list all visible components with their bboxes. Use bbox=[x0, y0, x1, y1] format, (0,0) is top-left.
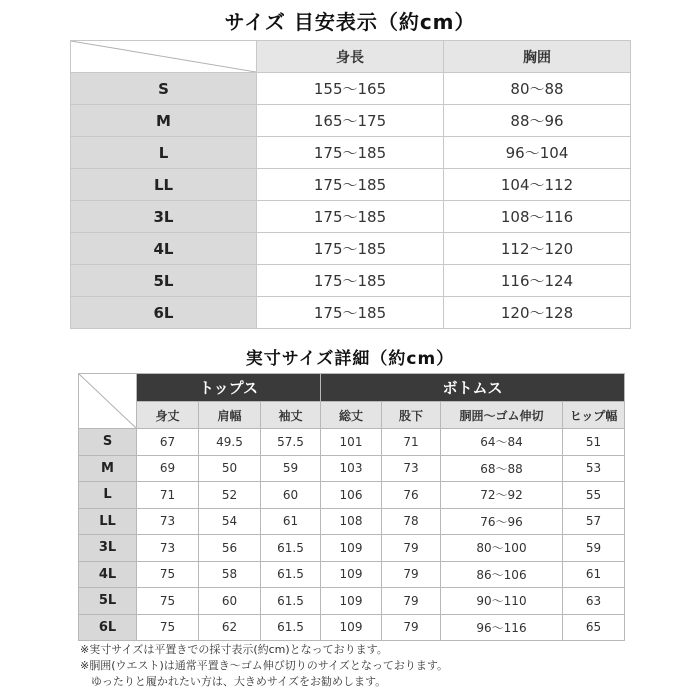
size-label: 3L bbox=[71, 201, 257, 233]
body-length-cell: 75 bbox=[137, 614, 199, 641]
size-guide-table bbox=[70, 40, 631, 329]
chest-cell: 96〜104 bbox=[444, 137, 631, 169]
notes bbox=[80, 642, 448, 690]
group-header-tops: トップス bbox=[137, 374, 321, 402]
waist-cell: 68〜88 bbox=[441, 455, 563, 482]
size-label: S bbox=[79, 429, 137, 456]
total-length-cell: 108 bbox=[321, 508, 382, 535]
shoulder-width-cell: 52 bbox=[199, 482, 261, 509]
total-length-cell: 109 bbox=[321, 614, 382, 641]
column-header-chest: 胸囲 bbox=[444, 41, 631, 73]
table-row bbox=[71, 137, 631, 169]
table-row bbox=[71, 105, 631, 137]
size-label: 6L bbox=[79, 614, 137, 641]
inseam-cell: 79 bbox=[382, 561, 441, 588]
sleeve-length-cell: 61.5 bbox=[261, 588, 321, 615]
size-label: LL bbox=[79, 508, 137, 535]
chest-cell: 112〜120 bbox=[444, 233, 631, 265]
table-row bbox=[71, 297, 631, 329]
inseam-cell: 76 bbox=[382, 482, 441, 509]
table-row bbox=[79, 508, 625, 535]
sleeve-length-cell: 61 bbox=[261, 508, 321, 535]
inseam-cell: 71 bbox=[382, 429, 441, 456]
column-header-sleeve-length: 袖丈 bbox=[261, 402, 321, 429]
hip-width-cell: 65 bbox=[563, 614, 625, 641]
column-header-shoulder-width: 肩幅 bbox=[199, 402, 261, 429]
body-length-cell: 71 bbox=[137, 482, 199, 509]
body-length-cell: 75 bbox=[137, 588, 199, 615]
size-label: L bbox=[71, 137, 257, 169]
sleeve-length-cell: 61.5 bbox=[261, 535, 321, 562]
total-length-cell: 103 bbox=[321, 455, 382, 482]
size-label: M bbox=[79, 455, 137, 482]
note-line: ※胴囲(ウエスト)は通常平置き〜ゴム伸び切りのサイズとなっております。 bbox=[80, 659, 449, 672]
table-row bbox=[71, 233, 631, 265]
column-header-height: 身長 bbox=[257, 41, 444, 73]
total-length-cell: 101 bbox=[321, 429, 382, 456]
height-cell: 175〜185 bbox=[257, 201, 444, 233]
table-corner-cell bbox=[79, 374, 137, 429]
shoulder-width-cell: 58 bbox=[199, 561, 261, 588]
chest-cell: 116〜124 bbox=[444, 265, 631, 297]
body-length-cell: 75 bbox=[137, 561, 199, 588]
column-header-body-length: 身丈 bbox=[137, 402, 199, 429]
size-label: L bbox=[79, 482, 137, 509]
size-label: S bbox=[71, 73, 257, 105]
body-length-cell: 73 bbox=[137, 508, 199, 535]
inseam-cell: 79 bbox=[382, 614, 441, 641]
table-row bbox=[79, 482, 625, 509]
sub-header-row bbox=[79, 402, 625, 429]
body-length-cell: 69 bbox=[137, 455, 199, 482]
table-row bbox=[79, 535, 625, 562]
total-length-cell: 109 bbox=[321, 561, 382, 588]
sleeve-length-cell: 60 bbox=[261, 482, 321, 509]
actual-size-table bbox=[78, 373, 625, 641]
size-guide-header-row bbox=[71, 41, 631, 73]
inseam-cell: 79 bbox=[382, 588, 441, 615]
size-label: M bbox=[71, 105, 257, 137]
size-label: 6L bbox=[71, 297, 257, 329]
column-header-inseam: 股下 bbox=[382, 402, 441, 429]
size-label: LL bbox=[71, 169, 257, 201]
size-label: 5L bbox=[71, 265, 257, 297]
height-cell: 175〜185 bbox=[257, 137, 444, 169]
table-row bbox=[79, 429, 625, 456]
hip-width-cell: 63 bbox=[563, 588, 625, 615]
inseam-cell: 78 bbox=[382, 508, 441, 535]
waist-cell: 64〜84 bbox=[441, 429, 563, 456]
note-line: ※実寸サイズは平置きでの採寸表示(約cm)となっております。 bbox=[80, 643, 388, 656]
column-header-total-length: 総丈 bbox=[321, 402, 382, 429]
table-row bbox=[79, 588, 625, 615]
height-cell: 155〜165 bbox=[257, 73, 444, 105]
total-length-cell: 109 bbox=[321, 588, 382, 615]
inseam-cell: 79 bbox=[382, 535, 441, 562]
hip-width-cell: 57 bbox=[563, 508, 625, 535]
shoulder-width-cell: 56 bbox=[199, 535, 261, 562]
waist-cell: 76〜96 bbox=[441, 508, 563, 535]
height-cell: 175〜185 bbox=[257, 265, 444, 297]
hip-width-cell: 61 bbox=[563, 561, 625, 588]
actual-size-title: 実寸サイズ詳細（約cm） bbox=[245, 349, 455, 369]
diagonal-line-icon bbox=[71, 41, 256, 72]
table-corner-cell bbox=[71, 41, 257, 73]
sleeve-length-cell: 57.5 bbox=[261, 429, 321, 456]
chest-cell: 108〜116 bbox=[444, 201, 631, 233]
size-label: 4L bbox=[71, 233, 257, 265]
body-length-cell: 73 bbox=[137, 535, 199, 562]
shoulder-width-cell: 49.5 bbox=[199, 429, 261, 456]
sleeve-length-cell: 59 bbox=[261, 455, 321, 482]
waist-cell: 72〜92 bbox=[441, 482, 563, 509]
hip-width-cell: 55 bbox=[563, 482, 625, 509]
size-label: 3L bbox=[79, 535, 137, 562]
table-row bbox=[79, 614, 625, 641]
table-row bbox=[71, 169, 631, 201]
height-cell: 175〜185 bbox=[257, 233, 444, 265]
waist-cell: 86〜106 bbox=[441, 561, 563, 588]
waist-cell: 80〜100 bbox=[441, 535, 563, 562]
chest-cell: 80〜88 bbox=[444, 73, 631, 105]
group-header-bottoms: ボトムス bbox=[321, 374, 625, 402]
table-row bbox=[71, 201, 631, 233]
table-row bbox=[79, 455, 625, 482]
shoulder-width-cell: 62 bbox=[199, 614, 261, 641]
chest-cell: 104〜112 bbox=[444, 169, 631, 201]
table-row bbox=[79, 561, 625, 588]
body-length-cell: 67 bbox=[137, 429, 199, 456]
hip-width-cell: 51 bbox=[563, 429, 625, 456]
chest-cell: 120〜128 bbox=[444, 297, 631, 329]
group-header-row bbox=[79, 374, 625, 402]
chest-cell: 88〜96 bbox=[444, 105, 631, 137]
column-header-waist: 胴囲〜ゴム伸切 bbox=[441, 402, 563, 429]
hip-width-cell: 59 bbox=[563, 535, 625, 562]
shoulder-width-cell: 54 bbox=[199, 508, 261, 535]
sleeve-length-cell: 61.5 bbox=[261, 614, 321, 641]
size-guide-title: サイズ 目安表示（約cm） bbox=[224, 10, 476, 34]
total-length-cell: 106 bbox=[321, 482, 382, 509]
table-row bbox=[71, 265, 631, 297]
inseam-cell: 73 bbox=[382, 455, 441, 482]
height-cell: 175〜185 bbox=[257, 297, 444, 329]
total-length-cell: 109 bbox=[321, 535, 382, 562]
sleeve-length-cell: 61.5 bbox=[261, 561, 321, 588]
height-cell: 165〜175 bbox=[257, 105, 444, 137]
hip-width-cell: 53 bbox=[563, 455, 625, 482]
waist-cell: 90〜110 bbox=[441, 588, 563, 615]
height-cell: 175〜185 bbox=[257, 169, 444, 201]
shoulder-width-cell: 60 bbox=[199, 588, 261, 615]
diagonal-line-icon bbox=[79, 374, 136, 428]
note-line: ゆったりと履かれたい方は、大きめサイズをお勧めします。 bbox=[80, 675, 387, 688]
size-label: 4L bbox=[79, 561, 137, 588]
column-header-hip-width: ヒップ幅 bbox=[563, 402, 625, 429]
shoulder-width-cell: 50 bbox=[199, 455, 261, 482]
size-label: 5L bbox=[79, 588, 137, 615]
table-row bbox=[71, 73, 631, 105]
waist-cell: 96〜116 bbox=[441, 614, 563, 641]
